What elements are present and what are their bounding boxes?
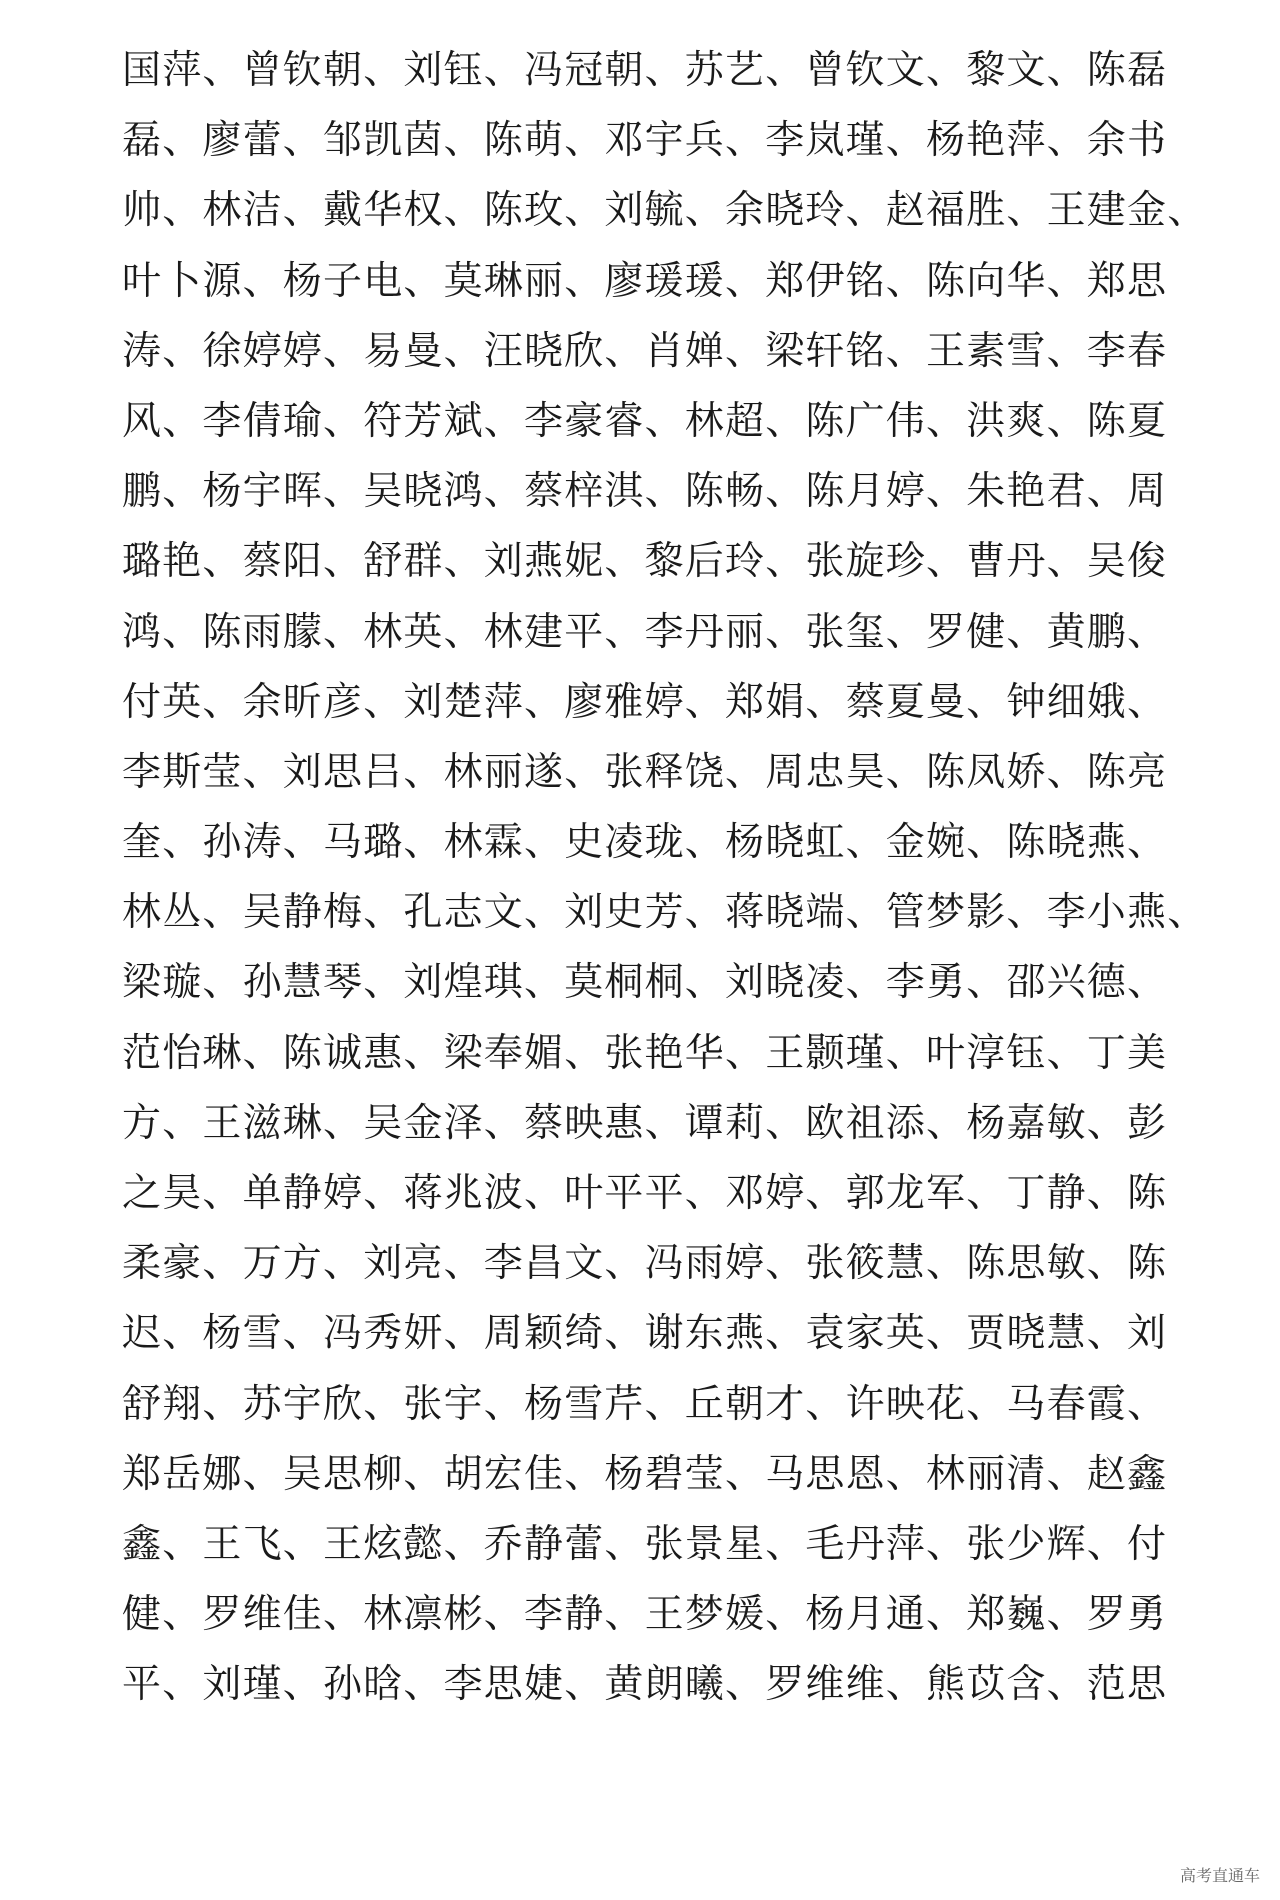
text-line: 奎、孙涛、马璐、林霖、史凌珑、杨晓虹、金婉、陈晓燕、 bbox=[122, 820, 1168, 866]
text-line: 风、李倩瑜、符芳斌、李豪睿、林超、陈广伟、洪爽、陈夏 bbox=[122, 398, 1168, 444]
text-line: 鑫、王飞、王炫懿、乔静蕾、张景星、毛丹萍、张少辉、付 bbox=[122, 1521, 1168, 1567]
name-list-document bbox=[122, 36, 1208, 1721]
text-line: 迟、杨雪、冯秀妍、周颖绮、谢东燕、袁家英、贾晓慧、刘 bbox=[122, 1311, 1168, 1357]
text-line: 之昊、单静婷、蒋兆波、叶平平、邓婷、郭龙军、丁静、陈 bbox=[122, 1171, 1168, 1216]
text-line: 范怡琳、陈诚惠、梁奉媚、张艳华、王颢瑾、叶淳钰、丁美 bbox=[122, 1030, 1168, 1076]
text-line: 叶卜源、杨子电、莫琳丽、廖瑗瑗、郑伊铭、陈向华、郑思 bbox=[122, 258, 1168, 304]
text-line: 梁璇、孙慧琴、刘煌琪、莫桐桐、刘晓凌、李勇、邵兴德、 bbox=[122, 960, 1168, 1006]
watermark: 高考直通车 bbox=[1179, 1866, 1260, 1885]
text-line: 国萍、曾钦朝、刘钰、冯冠朝、苏艺、曾钦文、黎文、陈磊 bbox=[122, 48, 1168, 93]
text-line: 帅、林洁、戴华权、陈玫、刘毓、余晓玲、赵福胜、王建金、 bbox=[122, 188, 1208, 234]
text-line: 涛、徐婷婷、易曼、汪晓欣、肖婵、梁轩铭、王素雪、李春 bbox=[122, 328, 1168, 374]
text-line: 李斯莹、刘思吕、林丽遂、张释饶、周忠昊、陈凤娇、陈亮 bbox=[122, 749, 1168, 795]
text-line: 舒翔、苏宇欣、张宇、杨雪芹、丘朝才、许映花、马春霞、 bbox=[122, 1381, 1168, 1427]
text-line: 方、王滋琳、吴金泽、蔡映惠、谭莉、欧祖添、杨嘉敏、彭 bbox=[122, 1100, 1168, 1146]
text-line: 郑岳娜、吴思柳、胡宏佳、杨碧莹、马思恩、林丽清、赵鑫 bbox=[122, 1451, 1168, 1497]
text-line: 林丛、吴静梅、孔志文、刘史芳、蒋晓端、管梦影、李小燕、 bbox=[122, 890, 1208, 936]
text-line: 璐艳、蔡阳、舒群、刘燕妮、黎后玲、张旋珍、曹丹、吴俊 bbox=[122, 539, 1168, 585]
text-line: 柔豪、万方、刘亮、李昌文、冯雨婷、张筱慧、陈思敏、陈 bbox=[122, 1241, 1168, 1287]
text-line: 磊、廖蕾、邹凯茵、陈萌、邓宇兵、李岚瑾、杨艳萍、余书 bbox=[122, 118, 1168, 164]
text-line: 鹏、杨宇晖、吴晓鸿、蔡梓淇、陈畅、陈月婷、朱艳君、周 bbox=[122, 469, 1168, 515]
text-line: 平、刘瑾、孙晗、李思婕、黄朗曦、罗维维、熊苡含、范思 bbox=[122, 1662, 1168, 1708]
text-line: 鸿、陈雨朦、林英、林建平、李丹丽、张玺、罗健、黄鹏、 bbox=[122, 609, 1168, 655]
text-line: 健、罗维佳、林凛彬、李静、王梦媛、杨月通、郑巍、罗勇 bbox=[122, 1592, 1168, 1638]
text-line: 付英、余昕彦、刘楚萍、廖雅婷、郑娟、蔡夏曼、钟细娥、 bbox=[122, 679, 1168, 725]
